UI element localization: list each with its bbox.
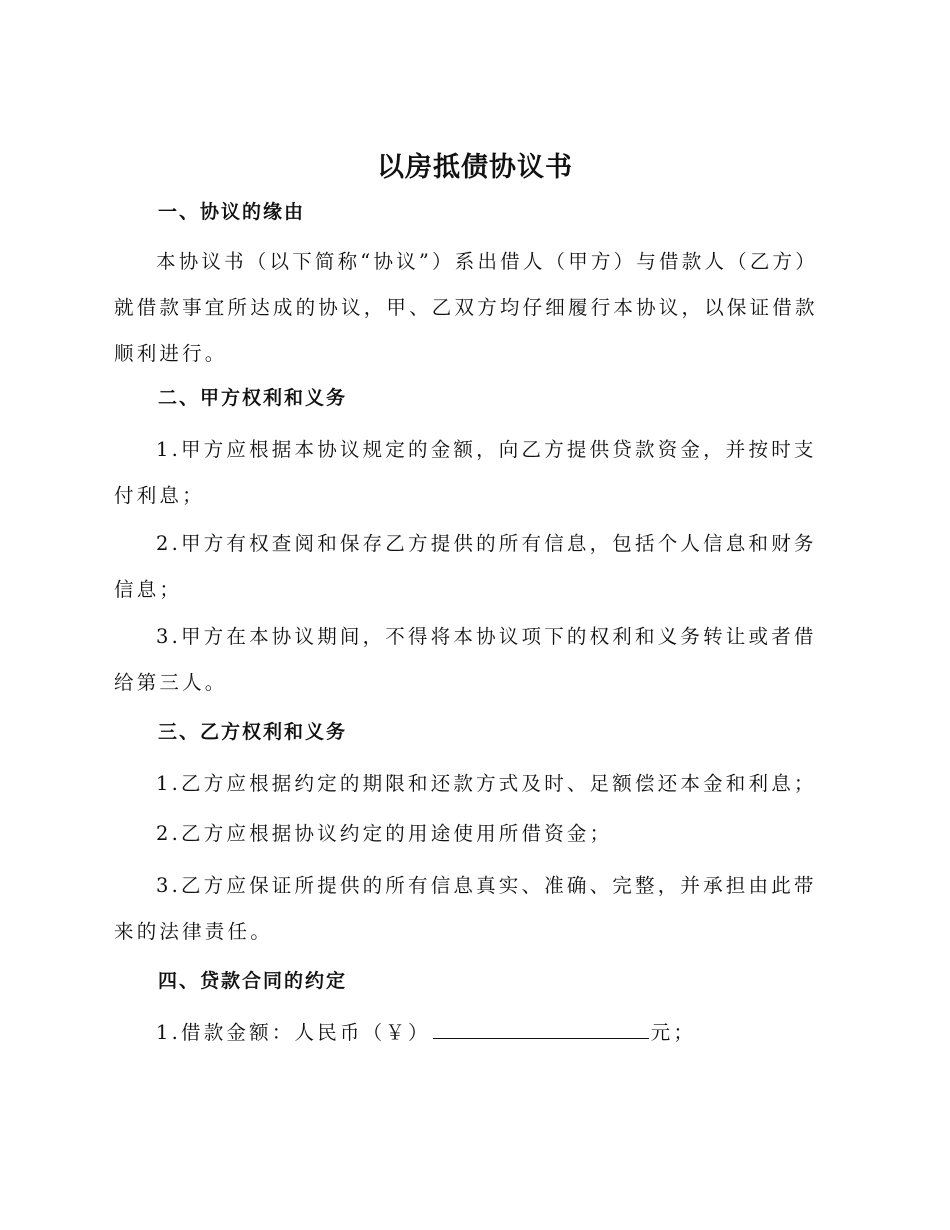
section-heading-loan-contract: 四、贷款合同的约定 xyxy=(158,970,348,992)
paragraph-reason: 本协议书（以下简称“协议”）系出借人（甲方）与借款人（乙方）就借款事宜所达成的协议，甲、乙双方均仔细履行本协议，以保证借款顺利进行。 xyxy=(114,250,818,365)
paragraph-party-a-2: 2.甲方有权查阅和保存乙方提供的所有信息，包括个人信息和财务信息； xyxy=(114,532,817,601)
paragraph-party-a-1: 1.甲方应根据本协议规定的金额，向乙方提供贷款资金，并按时支付利息； xyxy=(114,438,817,507)
loan-amount-label: 1.借款金额：人民币（￥） xyxy=(156,1021,431,1044)
paragraph-party-b-2: 2.乙方应根据协议约定的用途使用所借资金； xyxy=(156,822,613,845)
paragraph-party-b-1: 1.乙方应根据约定的期限和还款方式及时、足额偿还本金和利息； xyxy=(156,772,817,795)
paragraph-party-a-3: 3.甲方在本协议期间，不得将本协议项下的权利和义务转让或者借给第三人。 xyxy=(114,625,817,694)
section-heading-reason: 一、协议的缘由 xyxy=(158,201,306,223)
paragraph-party-b-3: 3.乙方应保证所提供的所有信息真实、准确、完整，并承担由此带来的法律责任。 xyxy=(114,874,817,943)
loan-amount-unit: 元； xyxy=(650,1021,697,1044)
section-heading-party-a: 二、甲方权利和义务 xyxy=(158,387,348,409)
document-title: 以房抵债协议书 xyxy=(377,152,573,183)
paragraph-loan-amount xyxy=(114,1010,828,1056)
loan-amount-blank xyxy=(433,1018,649,1039)
section-heading-party-b: 三、乙方权利和义务 xyxy=(158,721,348,743)
